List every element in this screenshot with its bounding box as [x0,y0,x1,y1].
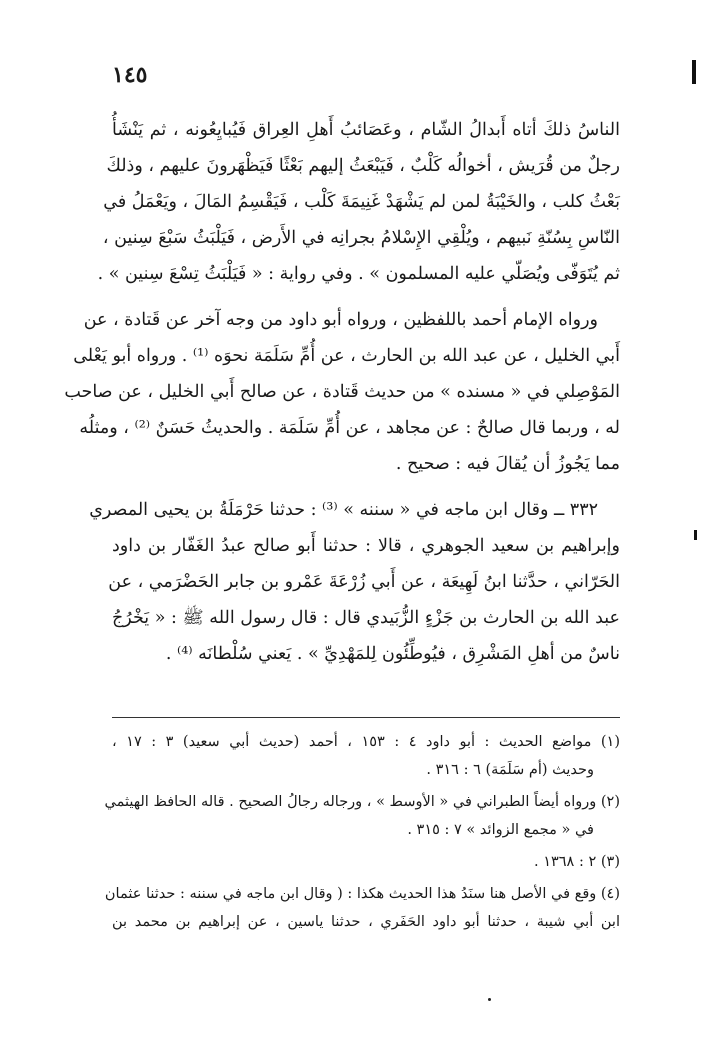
footnote-line: في « مجمع الزوائد » ٧ : ٣١٥ . [407,822,594,838]
text-line: ناسٌ من أهلِ المَشْرِق ، فيُوطِّئُون لِلمَهْدِيِّ » . يَعني سُلْطانَه ⁽⁴⁾ . [165,644,620,664]
footnote-2 [104,788,620,844]
text-line: أَبي الخليل ، عن عبد الله بن الحارث ، عن أُمِّ سَلَمَة نحوَه ⁽¹⁾ . ورواه أبو يَعْلى [73,346,620,366]
page-number: ١٤٥ [112,62,148,88]
footnotes [104,728,620,936]
footnote-line: (٤) وقع في الأصل هنا سنَدُ هذا الحديث هكذا : ( وقال ابن ماجه في سننه : حدثنا عثمان [104,886,620,902]
footnote-line: (٢) ورواه أيضاً الطبراني في « الأوسط » ، ورجاله رجالُ الصحيح . قاله الحافظ الهيثمي [104,794,620,810]
text-line: وإبراهيم بن سعيد الجوهري ، قالا : حدثنا أَبو صالح عبدُ الغَفّار بن داود [112,536,620,556]
paragraph-2 [64,302,620,482]
paragraph-3 [89,492,620,672]
margin-mark-top [692,60,696,84]
footnote-line: (١) مواضع الحديث : أبو داود ٤ : ١٥٣ ، أحمد (حديث أبي سعيد) ٣ : ١٧ ، [112,734,620,750]
footnote-4 [104,880,620,936]
footnote-line: وحديث (أم سَلَمَة) ٦ : ٣١٦ . [426,762,594,778]
text-line: ثم يُتَوَفّى ويُصَلّي عليه المسلمون » . وفي رواية : « فَيَلْبَثُ تِسْعَ سِنين » . [97,264,620,284]
footnote-line: ابن أبي شيبة ، حدثنا أبو داود الحَفَري ، حدثنا ياسين ، عن إبراهيم بن محمد بن [112,914,620,930]
text-line: رجلٌ من قُرَيش ، أخوالُه كَلْبٌ ، فَيَبْعَثُ إليهم بَعْثًا فَيَظْهَرونَ عليهم ، وذلكَ [106,156,620,176]
text-line: عبد الله بن الحارث بن جَزْءٍ الزُّبَيدي قال : قال رسول الله ﷺ : « يَخْرُجُ [112,608,620,628]
footnote-line: (٣) ٢ : ١٣٦٨ . [533,854,620,870]
footnote-3 [112,848,620,876]
text-line: له ، وربما قال صالحٌ : عن مجاهد ، عن أُمِّ سَلَمَة . والحديثُ حَسَنٌ ⁽²⁾ ، ومثلُه [79,418,620,438]
text-line: مما يَجُوزُ أن يُقالَ فيه : صحيح . [395,454,620,474]
footnote-1 [112,728,620,784]
text-line: الحَرّاني ، حدَّثنا ابنُ لَهِيعَة ، عن أَبي زُرْعَةَ عَمْرو بن جابر الحَضْرَمي ، عن [108,572,620,592]
text-line: ورواه الإمام أحمد باللفظين ، ورواه أبو داود من وجه آخر عن قَتادة ، عن [83,310,598,330]
text-line: الناسُ ذلكَ أتاه أَبدالُ الشّام ، وعَصَائبُ أَهلِ العِراق فَيُبايِعُونه ، ثم يَنْشَأُ [112,120,620,140]
text-line: بَعْثُ كلب ، والخَيْبَةُ لمن لم يَشْهَدْ غَنِيمَةَ كَلْب ، فَيَقْسِمُ المَالَ ، ويَعْمَلُ في [103,192,620,212]
margin-mark-middle [694,530,697,540]
paragraph-1 [97,112,620,292]
main-text [64,112,620,672]
text-line: ٣٣٢ ــ وقال ابن ماجه في « سننه » ⁽³⁾ : حدثنا حَرْمَلَةُ بن يحيى المصري [89,500,598,520]
text-line: المَوْصِلي في « مسنده » من حديث قَتادة ، عن صالح أَبي الخليل ، عن صاحب [64,382,620,402]
footnote-divider [112,717,620,718]
text-line: النّاسِ بِسُنّةِ نَبيهم ، ويُلْقِي الإِسْلامُ بجرانِه في الأَرض ، فَيَلْبَثُ سَبْعَ سِنين ، [102,228,620,248]
page-speck [488,998,491,1001]
